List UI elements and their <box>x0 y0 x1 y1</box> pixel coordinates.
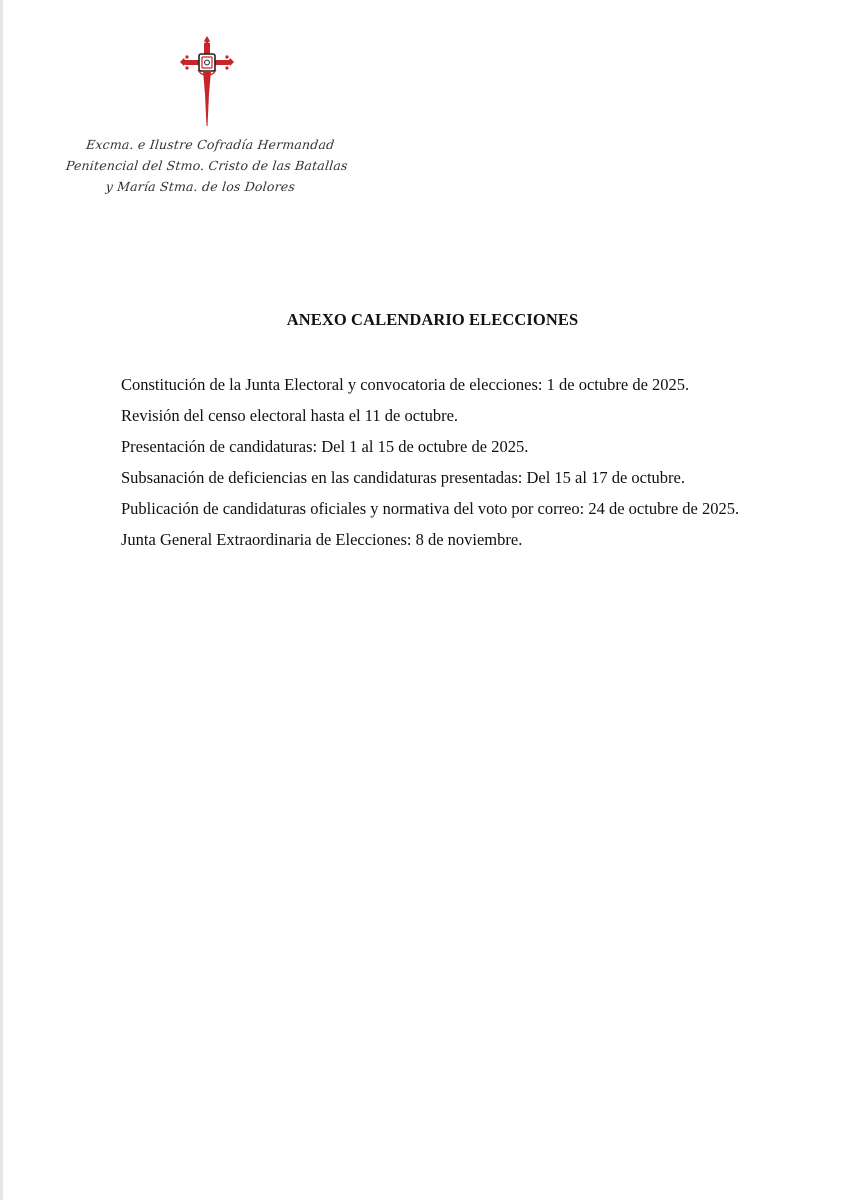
brotherhood-line: Penitencial del Stmo. Cristo de las Batallas <box>65 158 349 173</box>
brotherhood-line: Excma. e Ilustre Cofradía Hermandad <box>85 137 336 152</box>
brotherhood-line: y María Stma. de los Dolores <box>105 179 296 194</box>
schedule-item: Junta General Extraordinaria de Elecciones: 8 de noviembre. <box>121 530 523 549</box>
processional-cross-icon <box>178 34 236 130</box>
schedule-item: Subsanación de deficiencias en las candidaturas presentadas: Del 15 al 17 de octubre. <box>121 468 685 487</box>
document-title: ANEXO CALENDARIO ELECCIONES <box>286 310 579 329</box>
brotherhood-name <box>53 134 360 197</box>
election-schedule <box>121 369 745 555</box>
schedule-item: Constitución de la Junta Electoral y convocatoria de elecciones: 1 de octubre de 2025. <box>121 375 690 394</box>
schedule-item: Presentación de candidaturas: Del 1 al 15 de octubre de 2025. <box>121 437 529 456</box>
page-edge <box>0 0 3 1200</box>
schedule-item: Revisión del censo electoral hasta el 11 de octubre. <box>121 406 459 425</box>
schedule-item: Publicación de candidaturas oficiales y normativa del voto por correo: 24 de octubre de 2025. <box>121 499 740 518</box>
